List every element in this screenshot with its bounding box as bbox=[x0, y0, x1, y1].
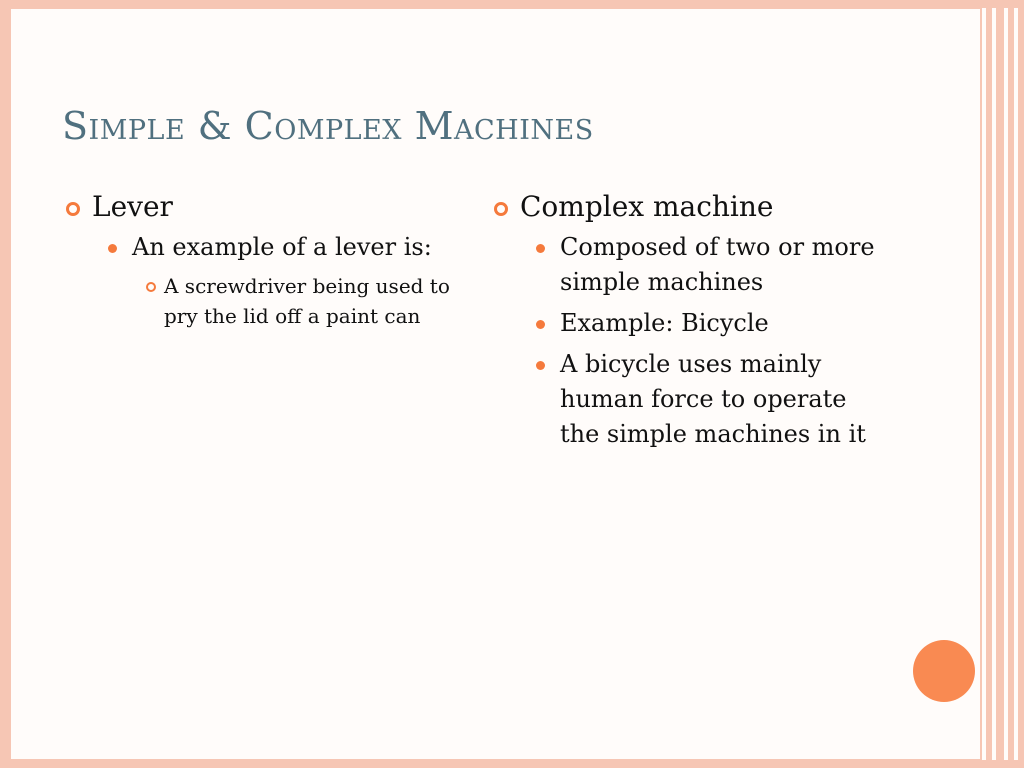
bullet-ring-icon bbox=[494, 202, 508, 216]
bullet-text: A bicycle uses mainly human force to operate the simple machines in it bbox=[560, 350, 866, 448]
bullet-dot-icon bbox=[536, 361, 545, 370]
left-heading: Lever bbox=[92, 190, 173, 223]
stripe bbox=[980, 0, 982, 768]
inner-border-top bbox=[10, 8, 980, 9]
stripe bbox=[996, 0, 1004, 768]
bullet-level-2 bbox=[532, 230, 890, 300]
right-stripes bbox=[980, 0, 1024, 768]
border-top bbox=[0, 0, 1024, 8]
bullet-text: A screwdriver being used to pry the lid off a paint can bbox=[164, 274, 450, 328]
inner-border-left bbox=[10, 8, 11, 760]
bullet-level-1 bbox=[490, 190, 890, 224]
bullet-ring-small-icon bbox=[146, 282, 156, 292]
stripe bbox=[1018, 0, 1024, 768]
bullet-dot-icon bbox=[536, 320, 545, 329]
slide-title: Simple & Complex Machines bbox=[62, 104, 594, 148]
stripe bbox=[986, 0, 992, 768]
bullet-level-3 bbox=[146, 271, 452, 331]
stripe bbox=[1008, 0, 1014, 768]
right-column bbox=[490, 190, 890, 458]
bullet-dot-icon bbox=[536, 244, 545, 253]
border-bottom bbox=[0, 760, 1024, 768]
inner-border-bottom bbox=[10, 759, 980, 760]
bullet-level-2 bbox=[532, 347, 890, 452]
accent-circle bbox=[913, 640, 975, 702]
bullet-ring-icon bbox=[66, 202, 80, 216]
bullet-level-1 bbox=[62, 190, 452, 224]
right-heading: Complex machine bbox=[520, 190, 774, 223]
border-left bbox=[0, 0, 10, 768]
bullet-level-2 bbox=[532, 306, 890, 341]
bullet-dot-icon bbox=[108, 244, 117, 253]
bullet-text: Example: Bicycle bbox=[560, 309, 769, 337]
bullet-text: An example of a lever is: bbox=[132, 233, 432, 261]
left-column bbox=[62, 190, 452, 331]
bullet-text: Composed of two or more simple machines bbox=[560, 233, 875, 296]
bullet-level-2 bbox=[104, 230, 452, 265]
